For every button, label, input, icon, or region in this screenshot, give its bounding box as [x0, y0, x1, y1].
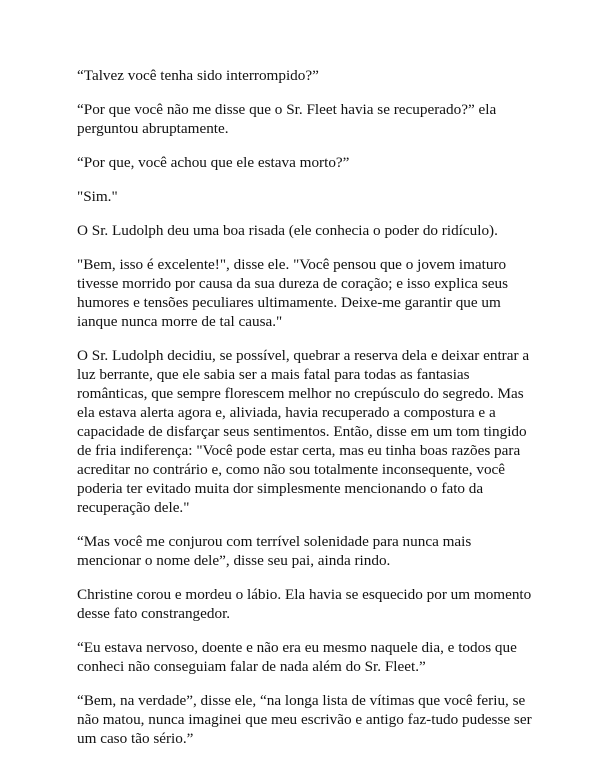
paragraph-6: "Bem, isso é excelente!", disse ele. "Você pensou que o jovem imaturo tivesse morrido por causa da sua dureza de coração; e isso explica seus humores e tensões peculiares ultimamente. Deixe-me garantir que um ianque nunca morre de tal causa.": [77, 256, 508, 330]
paragraph-11: “Bem, na verdade”, disse ele, “na longa lista de vítimas que você feriu, se não matou, nunca imaginei que meu escrivão e antigo faz-tudo pudesse ser um caso tão sério.”: [77, 692, 532, 747]
paragraph-7: O Sr. Ludolph decidiu, se possível, quebrar a reserva dela e deixar entrar a luz berrante, que ele sabia ser a mais fatal para todas as fantasias românticas, que sempre florescem melhor no crepúsculo do segredo. Mas ela estava alerta agora e, aliviada, havia recuperado a compostura e a capacidade de disfarçar seus sentimentos. Então, disse em um tom tingido de fria indiferença: "Você pode estar certa, mas eu tinha boas razões para acreditar no contrário e, como não sou totalmente inconsequente, você poderia ter evitado muita dor simplesmente mencionando o fato da recuperação dele.": [77, 347, 530, 516]
document-page: [77, 66, 537, 763]
paragraph-5: O Sr. Ludolph deu uma boa risada (ele conhecia o poder do ridículo).: [77, 222, 498, 239]
paragraph-2: “Por que você não me disse que o Sr. Fleet havia se recuperado?” ela perguntou abruptamente.: [77, 101, 497, 137]
paragraph-1: “Talvez você tenha sido interrompido?”: [77, 67, 319, 84]
paragraph-3: “Por que, você achou que ele estava morto?”: [77, 154, 350, 171]
paragraph-8: “Mas você me conjurou com terrível solenidade para nunca mais mencionar o nome dele”, disse seu pai, ainda rindo.: [77, 533, 472, 569]
paragraph-9: Christine corou e mordeu o lábio. Ela havia se esquecido por um momento desse fato constrangedor.: [77, 586, 532, 622]
paragraph-4: "Sim.": [77, 188, 118, 205]
paragraph-10: “Eu estava nervoso, doente e não era eu mesmo naquele dia, e todos que conheci não conseguiam falar de nada além do Sr. Fleet.”: [77, 639, 517, 675]
